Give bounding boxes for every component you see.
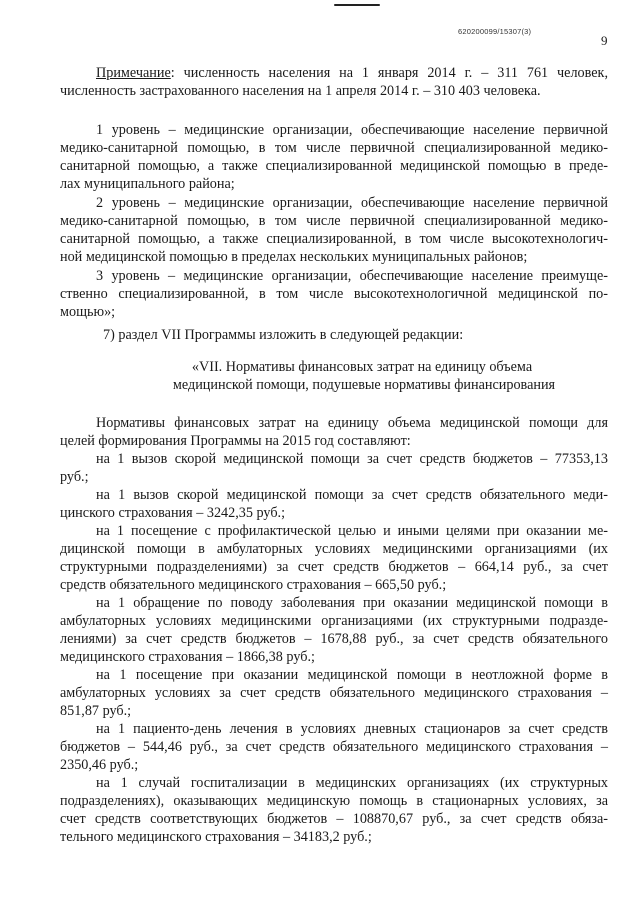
level-3-line-1: 3 уровень – медицинские организации, обеспечивающие население преимуще-: [96, 268, 608, 284]
note-label: Примечание: [96, 65, 171, 81]
item-2-line-1: на 1 вызов скорой медицинской помощи за счет средств обязательного меди-: [96, 487, 608, 503]
item-6-line-1: на 1 пациенто-день лечения в условиях дневных стационаров за счет средств: [96, 721, 608, 737]
amendment-text: 7) раздел VII Программы изложить в следующей редакции:: [103, 327, 464, 343]
item-7-line-4: тельного медицинского страхования – 34183,2 руб.;: [60, 829, 372, 845]
item-3-line-4: средств обязательного медицинского страхования – 665,50 руб.;: [60, 577, 447, 593]
item-4-line-4: медицинского страхования – 1866,38 руб.;: [60, 649, 315, 665]
section-title-line-1: «VII. Нормативы финансовых затрат на единицу объема: [191, 359, 533, 375]
item-5-line-3: 851,87 руб.;: [60, 703, 132, 719]
level-1-line-2: медико-санитарной помощью, в том числе первичной специализированной медико-: [60, 140, 608, 156]
section-title-line-2: медицинской помощи, подушевые нормативы финансирования: [172, 377, 556, 393]
level-3-line-2: ственно специализированной, в том числе высокотехнологичной медицинской по-: [60, 286, 608, 302]
level-1-line-4: лах муниципального района;: [60, 176, 235, 192]
item-4-line-2: амбулаторных условиях медицинскими организациями (их структурными подразде-: [60, 613, 608, 629]
item-4-line-1: на 1 обращение по поводу заболевания при оказании медицинской помощи в: [96, 595, 608, 611]
item-3-line-1: на 1 посещение с профилактической целью и иными целями при оказании ме-: [96, 523, 608, 539]
intro-line-1: Нормативы финансовых затрат на единицу объема медицинской помощи для: [96, 415, 608, 431]
top-scan-mark: [334, 4, 380, 6]
item-4-line-3: лениями) за счет средств бюджетов – 1678,88 руб., за счет средств обязательного: [60, 631, 608, 647]
item-6-line-3: 2350,46 руб.;: [60, 757, 139, 773]
note-line-1: [96, 64, 608, 82]
level-2-line-3: санитарной помощью, а также специализированной, в том числе высокотехнологич-: [60, 231, 608, 247]
level-3-line-3: мощью»;: [60, 304, 116, 320]
item-6-line-2: бюджетов – 544,46 руб., за счет средств обязательного медицинского страхования –: [60, 739, 608, 755]
page-number: 9: [601, 33, 608, 48]
note-text: : численность населения на 1 января 2014 г. – 311 761 человек,: [170, 65, 608, 81]
item-1-line-1: на 1 вызов скорой медицинской помощи за счет средств бюджетов – 77353,13: [96, 451, 608, 467]
note-line-2: численность застрахованного населения на 1 апреля 2014 г. – 310 403 человека.: [60, 83, 541, 99]
document-id: 620200099/15307(3): [458, 27, 532, 36]
item-2-line-2: цинского страхования – 3242,35 руб.;: [60, 505, 286, 521]
item-7-line-2: подразделениях), оказывающих медицинскую помощь в стационарных условиях, за: [60, 793, 608, 809]
level-2-line-1: 2 уровень – медицинские организации, обеспечивающие население первичной: [96, 195, 608, 211]
intro-line-2: целей формирования Программы на 2015 год составляют:: [60, 433, 411, 449]
level-2-line-4: ной медицинской помощью в пределах нескольких муниципальных районов;: [60, 249, 528, 265]
item-1-line-2: руб.;: [60, 469, 89, 485]
item-3-line-2: дицинской помощи в амбулаторных условиях медицинскими организациями (их: [60, 541, 608, 557]
level-1-line-1: 1 уровень – медицинские организации, обеспечивающие население первичной: [96, 122, 608, 138]
level-2-line-2: медико-санитарной помощью, в том числе первичной специализированной медико-: [60, 213, 608, 229]
item-5-line-1: на 1 посещение при оказании медицинской помощи в неотложной форме в: [96, 667, 608, 683]
item-3-line-3: структурными подразделениями) за счет средств бюджетов – 664,14 руб., за счет: [60, 559, 608, 575]
item-5-line-2: амбулаторных условиях за счет средств обязательного медицинского страхования –: [60, 685, 608, 701]
level-1-line-3: санитарной помощью, а также специализированной медицинской помощью в преде-: [60, 158, 608, 174]
item-7-line-1: на 1 случай госпитализации в медицинских организациях (их структурных: [96, 775, 608, 791]
item-7-line-3: счет средств соответствующих бюджетов – 108870,67 руб., за счет средств обяза-: [60, 811, 608, 827]
